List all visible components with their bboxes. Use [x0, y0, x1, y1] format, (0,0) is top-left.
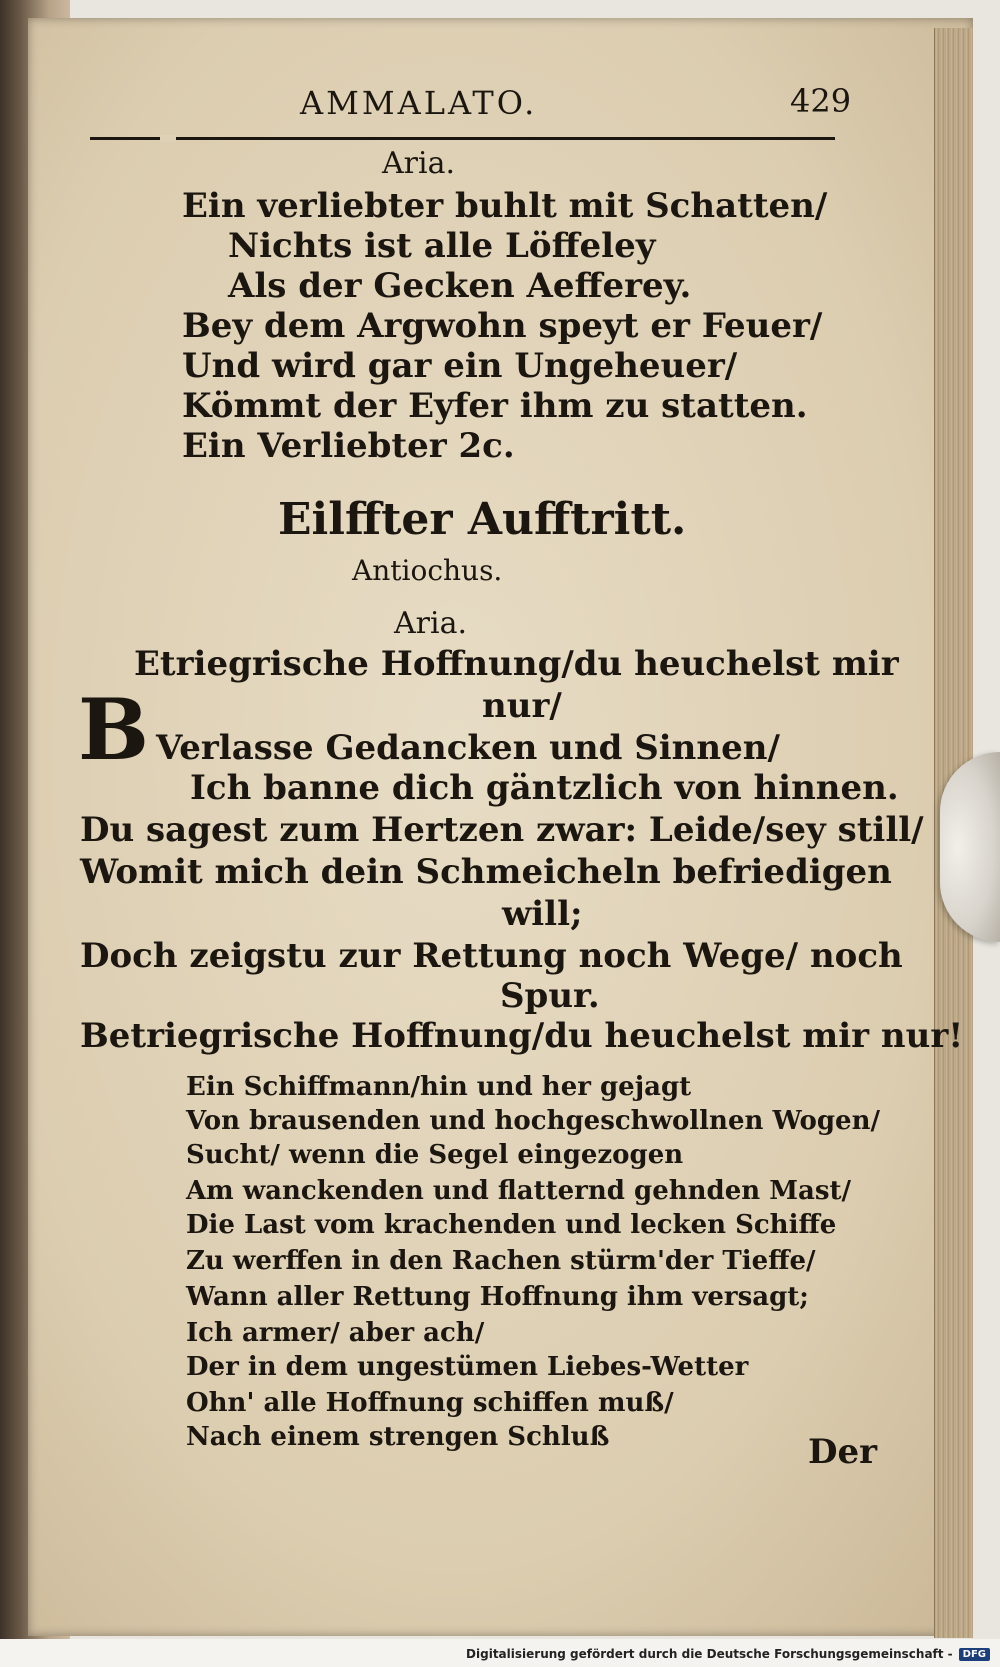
recitative-line: Sucht/ wenn die Segel eingezogen	[186, 1140, 684, 1170]
verse-line: will;	[502, 894, 583, 934]
verse-line: Nichts ist alle Löffeley	[228, 226, 656, 266]
verse-line: nur/	[482, 686, 562, 726]
recitative-line: Von brausenden und hochgeschwollnen Wogen/	[186, 1106, 881, 1136]
verse-line: Doch zeigstu zur Rettung noch Wege/ noch	[80, 936, 903, 976]
recitative-line: Zu werffen in den Rachen stürm'der Tieffe/	[186, 1246, 816, 1276]
running-title: AMMALATO.	[300, 84, 538, 122]
recitative-line: Am wanckenden und flatternd gehnden Mast/	[186, 1176, 851, 1206]
aria-heading: Aria.	[394, 606, 468, 641]
verse-line: Ein Verliebter 2c.	[182, 426, 515, 466]
page-clip	[940, 752, 1000, 942]
recitative-line: Ich armer/ aber ach/	[186, 1318, 485, 1348]
verse-line: Und wird gar ein Ungeheuer/	[182, 346, 738, 386]
verse-line: Kömmt der Eyfer ihm zu statten.	[182, 386, 808, 426]
header-rule-gap	[160, 135, 176, 142]
verse-line: Ein verliebter buhlt mit Schatten/	[182, 186, 828, 226]
dfg-logo: DFG	[959, 1648, 990, 1661]
catchword: Der	[808, 1432, 878, 1472]
drop-initial: B	[78, 680, 149, 779]
verse-line: Spur.	[500, 976, 600, 1016]
verse-line: Betriegrische Hoffnung/du heuchelst mir nur!	[80, 1016, 964, 1056]
verse-line: Verlasse Gedancken und Sinnen/	[156, 728, 780, 768]
verse-line: Als der Gecken Aefferey.	[228, 266, 692, 306]
funding-credit	[466, 1647, 990, 1661]
verse-line: Bey dem Argwohn speyt er Feuer/	[182, 306, 823, 346]
page-number: 429	[790, 82, 852, 120]
verse-line: Etriegrische Hoffnung/du heuchelst mir	[134, 644, 899, 684]
recitative-line: Nach einem strengen Schluß	[186, 1422, 610, 1452]
recitative-line: Der in dem ungestümen Liebes-Wetter	[186, 1352, 749, 1382]
header-rule	[90, 137, 835, 140]
recitative-line: Wann aller Rettung Hoffnung ihm versagt;	[186, 1282, 809, 1312]
credit-text: Digitalisierung gefördert durch die Deutsche Forschungsgemeinschaft -	[466, 1647, 953, 1661]
recitative-line: Ohn' alle Hoffnung schiffen muß/	[186, 1388, 674, 1418]
verse-line: Du sagest zum Hertzen zwar: Leide/sey still/	[80, 810, 924, 850]
scene-title: Eilffter Aufftritt.	[278, 494, 687, 545]
verse-line: Ich banne dich gäntzlich von hinnen.	[190, 768, 899, 808]
recitative-line: Die Last vom krachenden und lecken Schiffe	[186, 1210, 837, 1240]
character-name: Antiochus.	[352, 554, 503, 587]
footer-bar	[0, 1639, 1000, 1667]
recitative-line: Ein Schiffmann/hin und her gejagt	[186, 1072, 692, 1102]
aria-heading: Aria.	[382, 146, 456, 181]
verse-line: Womit mich dein Schmeicheln befriedigen	[80, 852, 892, 892]
